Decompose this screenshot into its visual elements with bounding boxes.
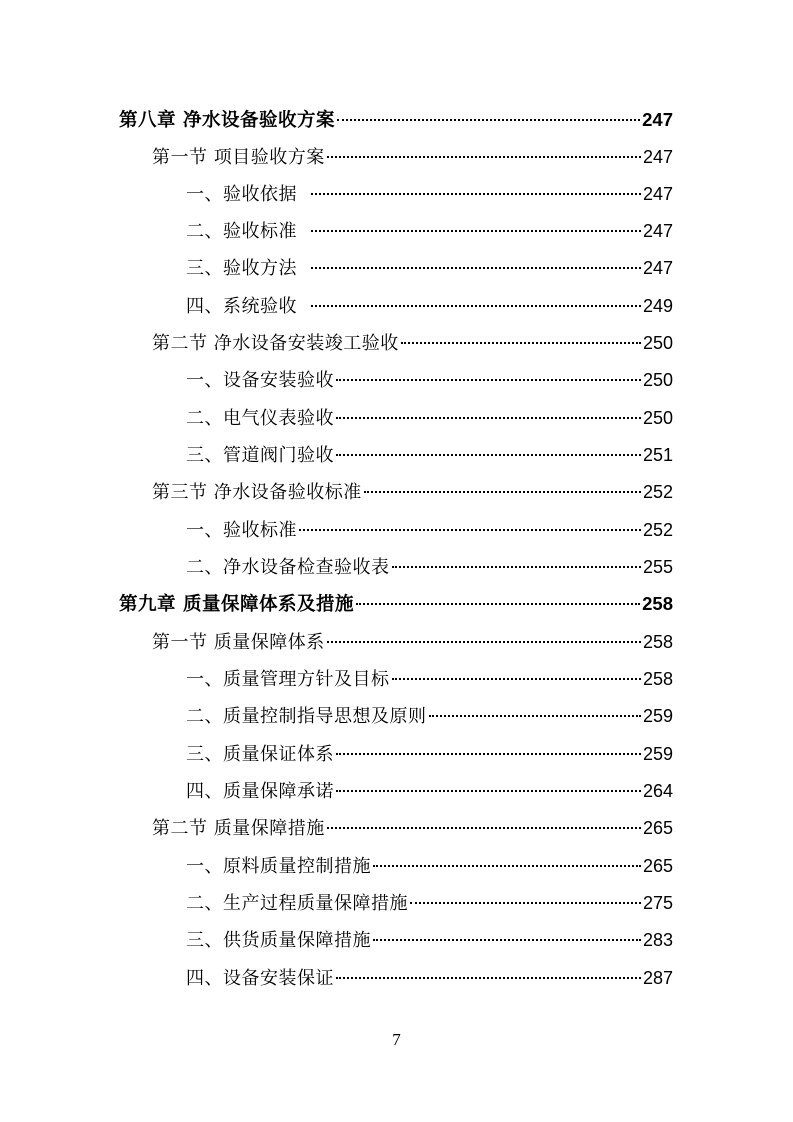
toc-entry[interactable]: [186, 253, 673, 283]
dot-leader: [373, 865, 641, 867]
toc-entry[interactable]: [186, 365, 673, 395]
toc-entry-page: 287: [642, 968, 673, 988]
dot-leader: [392, 566, 641, 568]
toc-entry-page: 258: [642, 593, 673, 614]
toc-entry[interactable]: [186, 701, 673, 731]
toc-entry-page: 247: [642, 258, 673, 278]
toc-entry-label: 第二节 质量保障措施: [152, 818, 325, 839]
toc-entry[interactable]: [119, 589, 673, 619]
toc-entry[interactable]: [186, 888, 673, 918]
toc-entry[interactable]: [152, 477, 673, 507]
toc-entry-page: 255: [642, 557, 673, 577]
toc-entry-page: 250: [642, 333, 673, 353]
dot-leader: [336, 454, 641, 456]
toc-entry-label: 一、质量管理方针及目标: [186, 669, 390, 690]
toc-entry-label: 三、供货质量保障措施: [186, 930, 371, 951]
toc-entry-label: 第一节 项目验收方案: [152, 147, 325, 168]
toc-entry-label: 一、验收标准: [186, 520, 297, 541]
toc-entry-page: 275: [642, 893, 673, 913]
dot-leader: [429, 715, 641, 717]
toc-entry-page: 264: [642, 781, 673, 801]
dot-leader: [327, 827, 641, 829]
toc-entry-page: 247: [642, 184, 673, 204]
toc-entry-page: 265: [642, 818, 673, 838]
toc-entry-label: 一、设备安装验收: [186, 370, 334, 391]
dot-leader: [337, 119, 640, 121]
toc-entry-page: 259: [642, 744, 673, 764]
toc-entry-label: 四、系统验收: [186, 296, 297, 317]
page-number: 7: [392, 1030, 401, 1049]
toc-entry-page: 259: [642, 706, 673, 726]
toc-entry[interactable]: [186, 963, 673, 993]
toc-entry-label: 三、验收方法: [186, 258, 297, 279]
toc-entry[interactable]: [186, 403, 673, 433]
toc-entry-page: 252: [642, 482, 673, 502]
toc-entry-label: 第一节 质量保障体系: [152, 632, 325, 653]
toc-entry[interactable]: [152, 813, 673, 843]
toc-entry-page: 252: [642, 520, 673, 540]
toc-entry[interactable]: [119, 105, 673, 135]
dot-leader: [299, 529, 641, 531]
dot-leader: [311, 267, 641, 269]
toc-entry-label: 四、质量保障承诺: [186, 781, 334, 802]
toc-entry-label: 第三节 净水设备验收标准: [152, 482, 362, 503]
dot-leader: [327, 156, 641, 158]
toc-entry[interactable]: [186, 739, 673, 769]
dot-leader: [311, 305, 641, 307]
dot-leader: [336, 977, 641, 979]
dot-leader: [364, 491, 641, 493]
toc-entry-label: 四、设备安装保证: [186, 968, 334, 989]
toc-entry-label: 三、管道阀门验收: [186, 445, 334, 466]
dot-leader: [336, 790, 641, 792]
toc-entry-label: 三、质量保证体系: [186, 744, 334, 765]
dot-leader: [392, 678, 641, 680]
toc-entry-page: 265: [642, 856, 673, 876]
toc-entry-page: 249: [642, 296, 673, 316]
toc-entry-page: 250: [642, 370, 673, 390]
toc-entry[interactable]: [186, 776, 673, 806]
toc-entry[interactable]: [186, 216, 673, 246]
toc-entry-page: 283: [642, 930, 673, 950]
toc-entry-page: 250: [642, 408, 673, 428]
toc-entry-label: 二、净水设备检查验收表: [186, 557, 390, 578]
dot-leader: [336, 417, 641, 419]
dot-leader: [336, 753, 641, 755]
dot-leader: [311, 193, 641, 195]
dot-leader: [311, 230, 641, 232]
toc-entry[interactable]: [152, 328, 673, 358]
toc-entry[interactable]: [186, 851, 673, 881]
toc-entry-label: 第八章 净水设备验收方案: [119, 110, 335, 131]
dot-leader: [401, 342, 641, 344]
toc-entry[interactable]: [186, 552, 673, 582]
toc-entry-label: 一、原料质量控制措施: [186, 856, 371, 877]
toc-entry-page: 247: [642, 109, 673, 130]
toc-entry[interactable]: [186, 440, 673, 470]
toc-entry[interactable]: [186, 925, 673, 955]
toc-entry-label: 二、电气仪表验收: [186, 408, 334, 429]
toc-entry[interactable]: [186, 664, 673, 694]
toc-entry-label: 第二节 净水设备安装竣工验收: [152, 333, 399, 354]
toc-entry-label: 二、生产过程质量保障措施: [186, 893, 408, 914]
dot-leader: [336, 379, 641, 381]
toc-entry-label: 一、验收依据: [186, 184, 297, 205]
dot-leader: [410, 902, 641, 904]
toc-entry-page: 258: [642, 669, 673, 689]
toc-entry[interactable]: [186, 179, 673, 209]
dot-leader: [356, 603, 640, 605]
toc-entry[interactable]: [152, 627, 673, 657]
toc-entry-page: 251: [642, 445, 673, 465]
toc-entry[interactable]: [152, 142, 673, 172]
toc-entry-page: 258: [642, 632, 673, 652]
toc-entry-label: 二、验收标准: [186, 221, 297, 242]
dot-leader: [373, 939, 641, 941]
dot-leader: [327, 641, 641, 643]
toc-entry-page: 247: [642, 221, 673, 241]
toc-entry-label: 第九章 质量保障体系及措施: [119, 594, 354, 615]
toc-entry[interactable]: [186, 291, 673, 321]
toc-entry[interactable]: [186, 515, 673, 545]
toc-entry-page: 247: [642, 147, 673, 167]
toc-entry-label: 二、质量控制指导思想及原则: [186, 706, 427, 727]
